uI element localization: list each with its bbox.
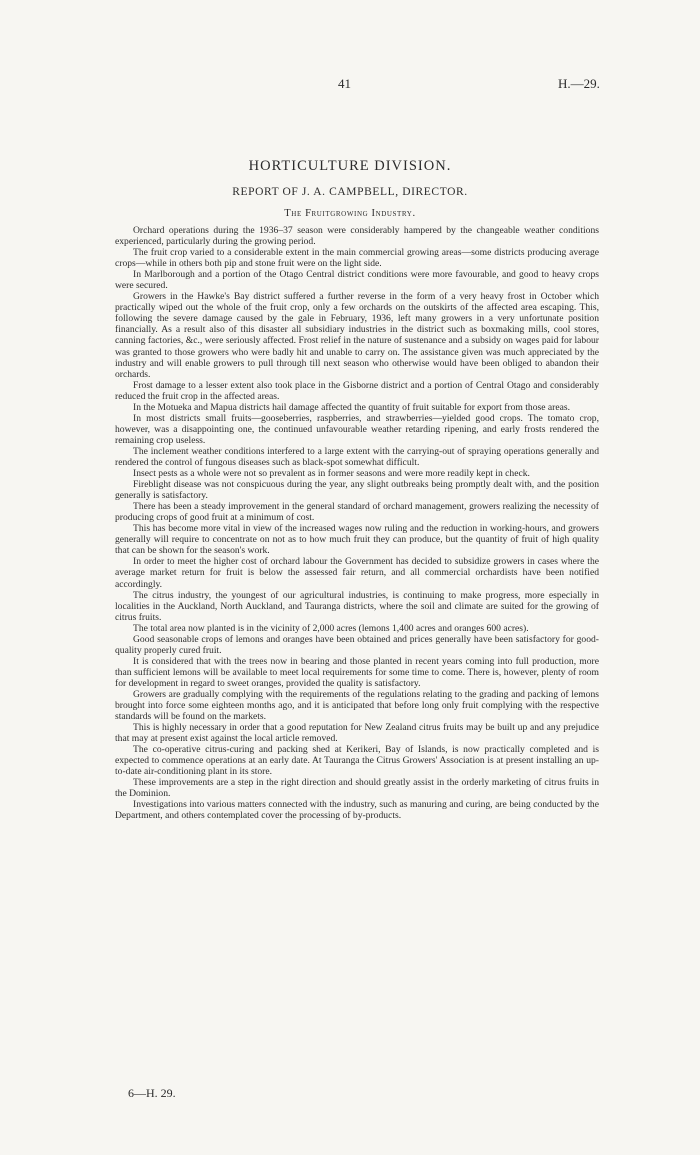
- page-number: 41: [338, 76, 351, 91]
- paragraph: Insect pests as a whole were not so prevalent as in former seasons and were more readily kept in check.: [133, 468, 530, 480]
- paragraph: This is highly necessary in order that a good reputation for New Zealand citrus fruits may be built up and any prejudice that may at present exist against the local article removed.: [115, 722, 599, 745]
- section-heading: The Fruitgrowing Industry.: [284, 208, 416, 219]
- paragraph: There has been a steady improvement in the general standard of orchard management, growers realizing the necessity of producing crops of good fruit at a minimum of cost.: [115, 501, 599, 524]
- paragraph: In order to meet the higher cost of orchard labour the Government has decided to subsidize growers in cases where the average market return for fruit is below the assessed fair return, and all commercial orchardists have been notified accordingly.: [115, 556, 599, 590]
- paragraph: Growers are gradually complying with the requirements of the regulations relating to the grading and packing of lemons brought into force some eighteen months ago, and it is anticipated that before long only fruit complying with the respective standards will be found on the markets.: [115, 688, 599, 723]
- paragraph: Frost damage to a lesser extent also took place in the Gisborne district and a portion of Central Otago and considerably reduced the fruit crop in the affected areas.: [115, 379, 599, 402]
- paragraph: In the Motueka and Mapua districts hail damage affected the quantity of fruit suitable for export from those areas.: [133, 401, 570, 413]
- paragraph: Fireblight disease was not conspicuous during the year, any slight outbreaks being promptly dealt with, and the position generally is satisfactory.: [115, 479, 599, 502]
- paragraph: These improvements are a step in the right direction and should greatly assist in the orderly marketing of citrus fruits in the Dominion.: [115, 777, 599, 800]
- paragraph: The fruit crop varied to a considerable extent in the main commercial growing areas—some districts producing average crops—while in others both pip and stone fruit were on the light side.: [115, 247, 599, 270]
- paragraph: Investigations into various matters connected with the industry, such as manuring and curing, are being conducted by the Department, and others contemplated cover the processing of by-products.: [115, 799, 599, 822]
- paragraph: Growers in the Hawke's Bay district suffered a further reverse in the form of a very heavy frost in October which practically wiped out the whole of the fruit crop, only a few orchards on the outskirts of the affected area escaping. This, following the severe damage caused by the gale in February, 1936, left many growers in a very unfortunate position financially. As a result also of this disaster all subsidiary industries in the district such as boxmaking mills, cool stores, canning factories, &c., were seriously affected. Frost relief in the nature of sustenance and a subsidy on wages paid for labour was granted to those growers who were badly hit and unable to carry on. The assistance given was much appreciated by the industry and will enable growers to pull through till next season who otherwise would have been obliged to abandon their orchards.: [115, 291, 599, 380]
- report-subtitle: REPORT OF J. A. CAMPBELL, DIRECTOR.: [232, 186, 468, 198]
- paragraph: This has become more vital in view of the increased wages now ruling and the reduction in working-hours, and growers generally will require to concentrate on not as to how much fruit they can produce, but the quantity of fruit of high quality that can be shown for the season's work.: [115, 523, 599, 557]
- paragraph: In Marlborough and a portion of the Otago Central district conditions were more favourable, and good to heavy crops were secured.: [115, 269, 599, 292]
- paragraph: The citrus industry, the youngest of our agricultural industries, is continuing to make progress, more especially in localities in the Auckland, North Auckland, and Tauranga districts, where the soil and climate are suited for the growing of citrus fruits.: [115, 589, 599, 623]
- paragraph: The total area now planted is in the vicinity of 2,000 acres (lemons 1,400 acres and oranges 600 acres).: [133, 622, 529, 634]
- document-reference: H.—29.: [558, 76, 600, 91]
- paragraph: The co-operative citrus-curing and packing shed at Kerikeri, Bay of Islands, is now practically completed and is expected to commence operations at an early date. At Tauranga the Citrus Growers' Association is at present installing an up-to-date air-conditioning plant in its store.: [115, 744, 599, 778]
- footer-signature: 6—H. 29.: [128, 1086, 176, 1100]
- report-body: [115, 225, 599, 822]
- paragraph: Orchard operations during the 1936–37 season were considerably hampered by the changeable weather conditions experienced, particularly during the growing period.: [115, 225, 599, 248]
- page-title: HORTICULTURE DIVISION.: [248, 158, 452, 174]
- paragraph: The inclement weather conditions interfered to a large extent with the carrying-out of spraying operations generally and rendered the control of fungous diseases such as black-spot somewhat difficult.: [115, 445, 599, 468]
- paragraph: Good seasonable crops of lemons and oranges have been obtained and prices generally have been satisfactory for good-quality properly cured fruit.: [115, 633, 599, 656]
- paragraph: It is considered that with the trees now in bearing and those planted in recent years coming into full production, more than sufficient lemons will be available to meet local requirements for some time to come. There is, however, plenty of room for development in regard to sweet oranges, provided the quality is satisfactory.: [115, 655, 599, 689]
- paragraph: In most districts small fruits—gooseberries, raspberries, and strawberries—yielded good crops. The tomato crop, however, was a disappointing one, the continued unfavourable weather retarding ripening, and early frosts rendered the remaining crop useless.: [115, 412, 599, 446]
